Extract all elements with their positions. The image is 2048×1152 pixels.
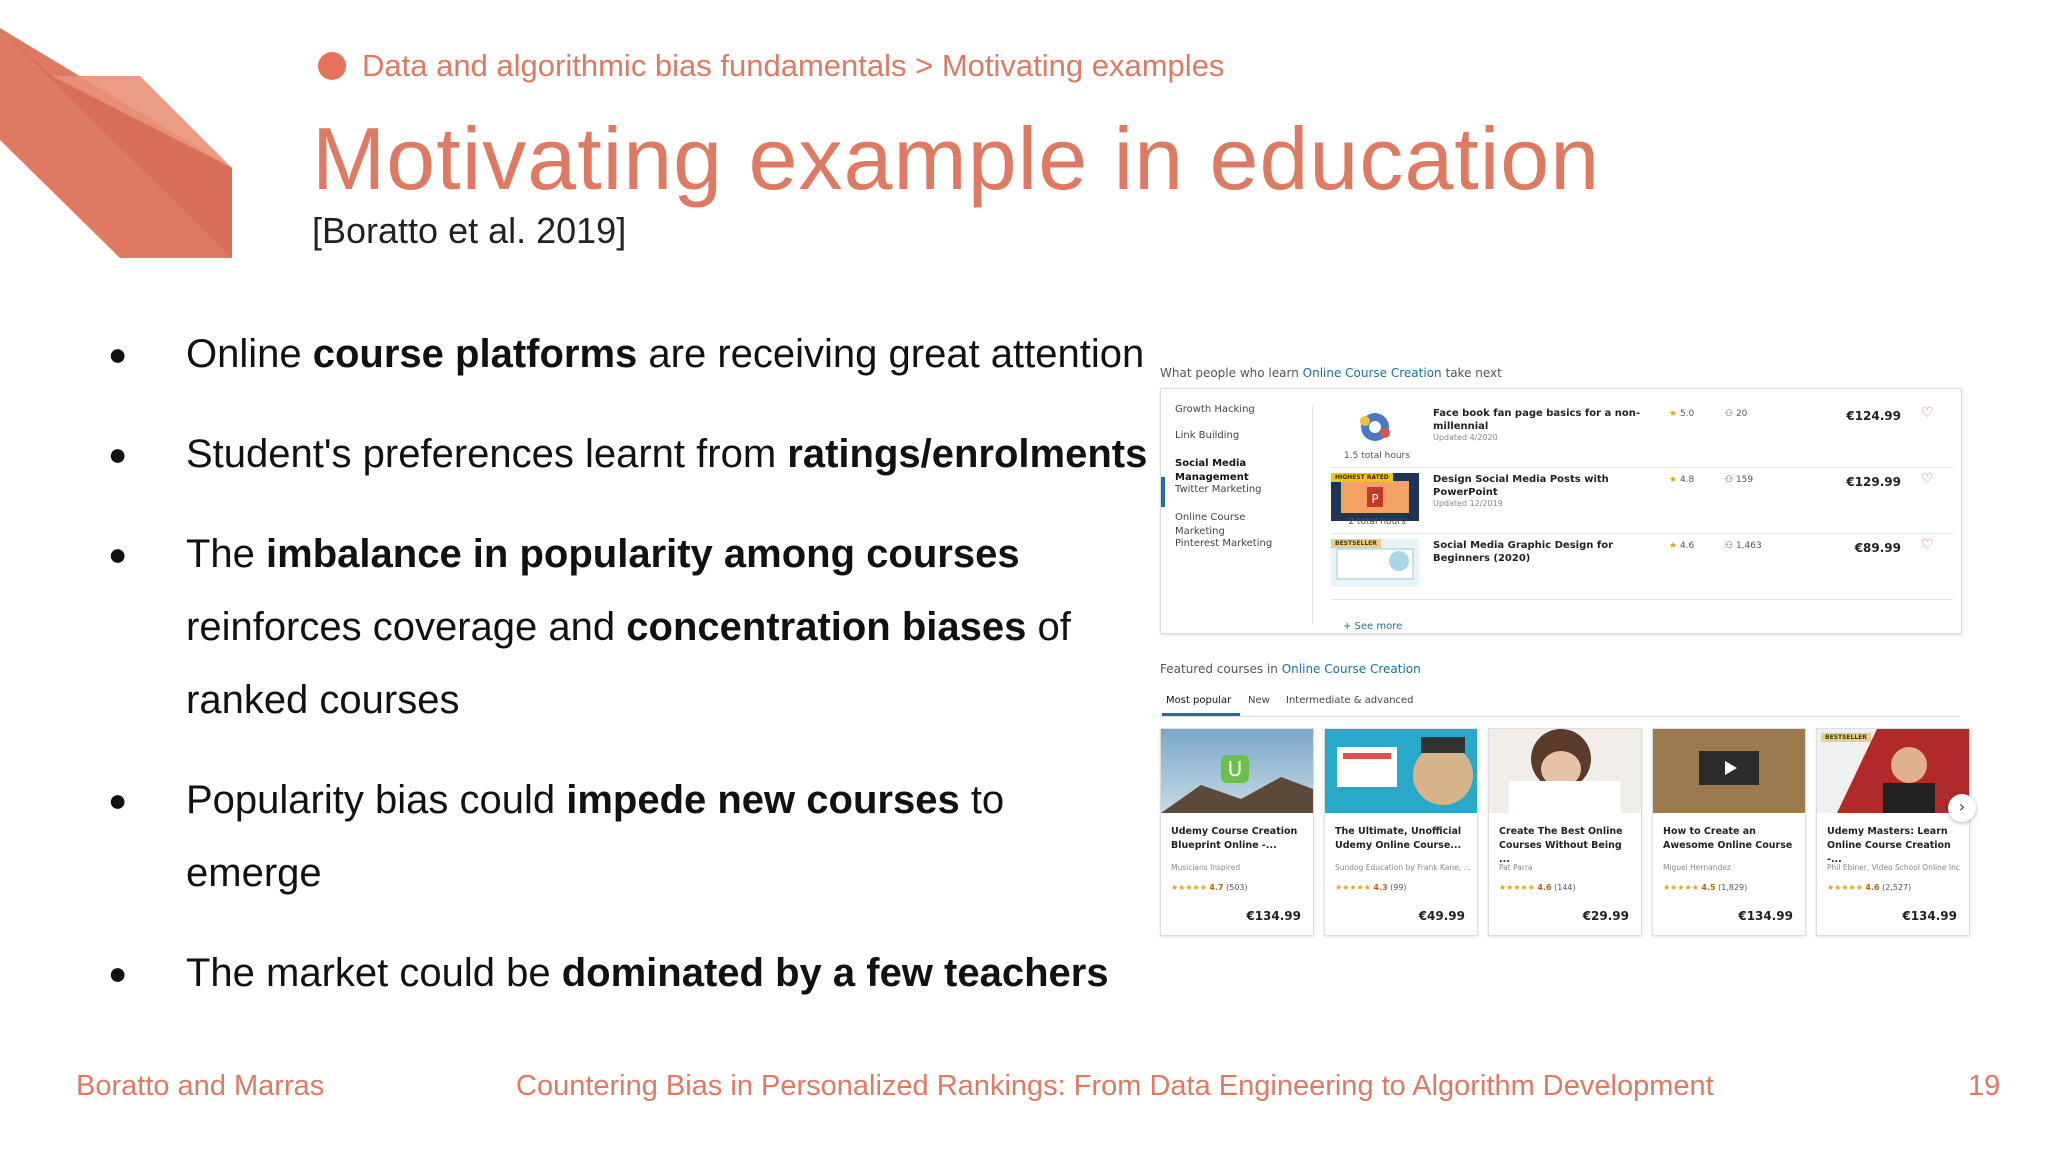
chevron-right-icon[interactable]: › bbox=[1948, 794, 1976, 822]
rating-count: (2,527) bbox=[1882, 883, 1912, 892]
bullet-dot-icon: ● bbox=[108, 782, 128, 818]
course-card-title[interactable]: The Ultimate, Unofficial Udemy Online Course... bbox=[1335, 826, 1462, 851]
bullet-emphasis: concentration biases bbox=[626, 605, 1027, 649]
course-card-rating bbox=[1827, 883, 1911, 892]
stars-icon: ★★★★★ bbox=[1499, 883, 1538, 892]
bullet-text: are receiving great attention bbox=[637, 332, 1145, 376]
heading-prefix: What people who learn bbox=[1160, 366, 1299, 380]
bullet-text: The market could be bbox=[186, 951, 562, 995]
course-card-price: €134.99 bbox=[1902, 909, 1957, 923]
star-icon: ★ bbox=[1669, 541, 1680, 551]
course-row[interactable] bbox=[1331, 533, 1953, 600]
user-icon: ⚇ bbox=[1725, 409, 1736, 419]
bullet-text: Student's preferences learnt from bbox=[186, 432, 788, 476]
course-card-price: €134.99 bbox=[1246, 909, 1301, 923]
course-hours: 1.5 total hours bbox=[1344, 451, 1410, 461]
course-card-title[interactable]: How to Create an Awesome Online Course bbox=[1663, 826, 1793, 851]
course-row[interactable] bbox=[1331, 467, 1953, 534]
breadcrumb-dot-icon bbox=[318, 52, 346, 80]
category-item[interactable]: Social Media Management bbox=[1175, 458, 1249, 483]
heading-link[interactable]: Online Course Creation bbox=[1302, 366, 1442, 380]
rating-value: 4.6 bbox=[1679, 541, 1695, 551]
course-card-rating bbox=[1335, 883, 1407, 892]
recommendation-box bbox=[1160, 388, 1962, 634]
user-icon: ⚇ bbox=[1725, 541, 1736, 551]
footer-title: Countering Bias in Personalized Rankings: From Data Engineering to Algorithm Development bbox=[516, 1070, 1714, 1102]
course-title[interactable]: Design Social Media Posts with PowerPoint bbox=[1433, 474, 1609, 498]
course-card-image[interactable] bbox=[1489, 729, 1641, 813]
course-card-image[interactable] bbox=[1325, 729, 1477, 813]
recommendation-heading bbox=[1160, 366, 1502, 380]
tab-intermediate-advanced[interactable]: Intermediate & advanced bbox=[1286, 695, 1414, 706]
stars-icon: ★★★★★ bbox=[1335, 883, 1374, 892]
rating-value: 5.0 bbox=[1679, 409, 1695, 419]
bullet-item bbox=[108, 764, 1148, 910]
category-item[interactable]: Pinterest Marketing bbox=[1175, 538, 1273, 549]
star-icon: ★ bbox=[1669, 475, 1680, 485]
course-badge: HIGHEST RATED bbox=[1331, 473, 1393, 482]
slide-title: Motivating example in education bbox=[312, 109, 1601, 208]
bullet-emphasis: course platforms bbox=[312, 332, 638, 376]
rating-value: 4.5 bbox=[1701, 883, 1716, 892]
category-item[interactable]: Growth Hacking bbox=[1175, 404, 1255, 415]
course-row[interactable] bbox=[1331, 401, 1953, 468]
course-card[interactable] bbox=[1488, 728, 1642, 936]
breadcrumb bbox=[318, 46, 1224, 86]
course-card-author: Musicians Inspired bbox=[1171, 863, 1241, 872]
course-students bbox=[1725, 475, 1753, 485]
course-students bbox=[1725, 541, 1762, 551]
bullet-text: Online bbox=[186, 332, 313, 376]
tab-new[interactable]: New bbox=[1248, 695, 1270, 706]
rating-count: (1,829) bbox=[1718, 883, 1748, 892]
course-card-rating bbox=[1499, 883, 1576, 892]
students-value: 1,463 bbox=[1735, 541, 1762, 551]
user-icon: ⚇ bbox=[1725, 475, 1736, 485]
students-value: 159 bbox=[1735, 475, 1754, 485]
course-tabs bbox=[1160, 692, 1960, 717]
bullet-list bbox=[108, 318, 1148, 1037]
active-category-indicator bbox=[1161, 477, 1165, 507]
course-card[interactable] bbox=[1816, 728, 1970, 936]
svg-text:U: U bbox=[1227, 757, 1243, 781]
course-card-title[interactable]: Udemy Course Creation Blueprint Online -... bbox=[1171, 826, 1298, 851]
stars-icon: ★★★★★ bbox=[1171, 883, 1210, 892]
course-card-author: Pat Parra bbox=[1499, 863, 1533, 872]
course-updated: Updated 12/2019 bbox=[1433, 499, 1503, 508]
course-card[interactable] bbox=[1160, 728, 1314, 936]
course-card[interactable] bbox=[1652, 728, 1806, 936]
page-number: 19 bbox=[1968, 1070, 2001, 1102]
course-rating bbox=[1669, 541, 1694, 551]
bullet-item bbox=[108, 318, 1148, 391]
bullet-text: of ranked courses bbox=[186, 605, 1071, 722]
divider bbox=[1312, 405, 1313, 625]
course-card-image[interactable] bbox=[1653, 729, 1805, 813]
bullet-emphasis: ratings/enrolments bbox=[787, 432, 1148, 476]
bullet-dot-icon: ● bbox=[108, 436, 128, 472]
stars-icon: ★★★★★ bbox=[1827, 883, 1866, 892]
slide-citation: [Boratto et al. 2019] bbox=[312, 210, 627, 251]
course-hours: 2 total hours bbox=[1348, 517, 1406, 527]
course-thumbnail[interactable] bbox=[1331, 407, 1419, 455]
course-card-price: €49.99 bbox=[1418, 909, 1465, 923]
rating-value: 4.8 bbox=[1679, 475, 1695, 485]
course-card-author: Miguel Hernandez bbox=[1663, 863, 1731, 872]
heart-icon[interactable]: ♡ bbox=[1921, 537, 1934, 553]
bullet-text: The bbox=[186, 532, 267, 576]
featured-prefix: Featured courses in bbox=[1160, 662, 1278, 676]
category-item[interactable]: Link Building bbox=[1175, 430, 1240, 441]
bullet-dot-icon: ● bbox=[108, 536, 128, 572]
footer-authors: Boratto and Marras bbox=[76, 1070, 325, 1102]
course-updated: Updated 4/2020 bbox=[1433, 433, 1498, 442]
course-title[interactable]: Social Media Graphic Design for Beginners (2020) bbox=[1433, 540, 1614, 564]
rating-count: (144) bbox=[1554, 883, 1576, 892]
course-students bbox=[1725, 409, 1747, 419]
heading-suffix: take next bbox=[1445, 366, 1502, 380]
breadcrumb-text: Data and algorithmic bias fundamentals > Motivating examples bbox=[362, 48, 1225, 83]
course-card-price: €29.99 bbox=[1582, 909, 1629, 923]
tab-most-popular[interactable]: Most popular bbox=[1166, 695, 1232, 706]
course-card-title[interactable]: Create The Best Online Courses Without Being ... bbox=[1499, 826, 1623, 865]
svg-text:P: P bbox=[1371, 492, 1379, 506]
bullet-dot-icon: ● bbox=[108, 955, 128, 991]
bullet-emphasis: impede new courses bbox=[566, 778, 960, 822]
course-card-rating bbox=[1171, 883, 1248, 892]
featured-heading bbox=[1160, 662, 1421, 676]
course-card-image[interactable] bbox=[1161, 729, 1313, 813]
course-badge: BESTSELLER bbox=[1821, 733, 1871, 742]
featured-link[interactable]: Online Course Creation bbox=[1281, 662, 1421, 676]
course-card-title[interactable]: Udemy Masters: Learn Online Course Creation -... bbox=[1827, 826, 1951, 865]
course-card-author: Sundog Education by Frank Kane, ... bbox=[1335, 863, 1471, 872]
course-badge: BESTSELLER bbox=[1331, 539, 1381, 548]
bullet-emphasis: dominated by a few teachers bbox=[561, 951, 1109, 995]
course-price: €129.99 bbox=[1846, 475, 1901, 489]
course-card[interactable] bbox=[1324, 728, 1478, 936]
active-tab-underline bbox=[1162, 713, 1240, 716]
category-item[interactable]: Online Course Marketing bbox=[1175, 512, 1246, 537]
star-icon: ★ bbox=[1669, 409, 1680, 419]
bullet-text: Popularity bias could bbox=[186, 778, 567, 822]
rating-value: 4.6 bbox=[1865, 883, 1880, 892]
bullet-text: reinforces coverage and bbox=[186, 605, 627, 649]
course-card-author: Phil Ebiner, Video School Online Inc bbox=[1827, 863, 1960, 872]
rating-count: (503) bbox=[1226, 883, 1248, 892]
course-price: €89.99 bbox=[1854, 541, 1901, 555]
bullet-emphasis: imbalance in popularity among courses bbox=[266, 532, 1020, 576]
course-card-rating bbox=[1663, 883, 1747, 892]
stars-icon: ★★★★★ bbox=[1663, 883, 1702, 892]
bullet-text: to emerge bbox=[186, 778, 1005, 895]
bullet-item bbox=[108, 418, 1148, 491]
bullet-item bbox=[108, 937, 1148, 1010]
udemy-screenshot bbox=[1160, 360, 1966, 940]
rating-value: 4.3 bbox=[1373, 883, 1388, 892]
see-more-link[interactable]: + See more bbox=[1343, 621, 1403, 632]
course-price: €124.99 bbox=[1846, 409, 1901, 423]
rating-value: 4.7 bbox=[1209, 883, 1224, 892]
course-title[interactable]: Face book fan page basics for a non-millennial bbox=[1433, 408, 1641, 432]
category-item[interactable]: Twitter Marketing bbox=[1175, 484, 1262, 495]
course-rating bbox=[1669, 475, 1694, 485]
course-rating bbox=[1669, 409, 1694, 419]
heart-icon[interactable]: ♡ bbox=[1921, 405, 1934, 421]
rating-value: 4.6 bbox=[1537, 883, 1552, 892]
corner-decoration bbox=[0, 0, 240, 260]
rating-count: (99) bbox=[1390, 883, 1407, 892]
course-card-price: €134.99 bbox=[1738, 909, 1793, 923]
bullet-item bbox=[108, 518, 1148, 737]
heart-icon[interactable]: ♡ bbox=[1921, 471, 1934, 487]
bullet-dot-icon: ● bbox=[108, 336, 128, 372]
students-value: 20 bbox=[1735, 409, 1748, 419]
